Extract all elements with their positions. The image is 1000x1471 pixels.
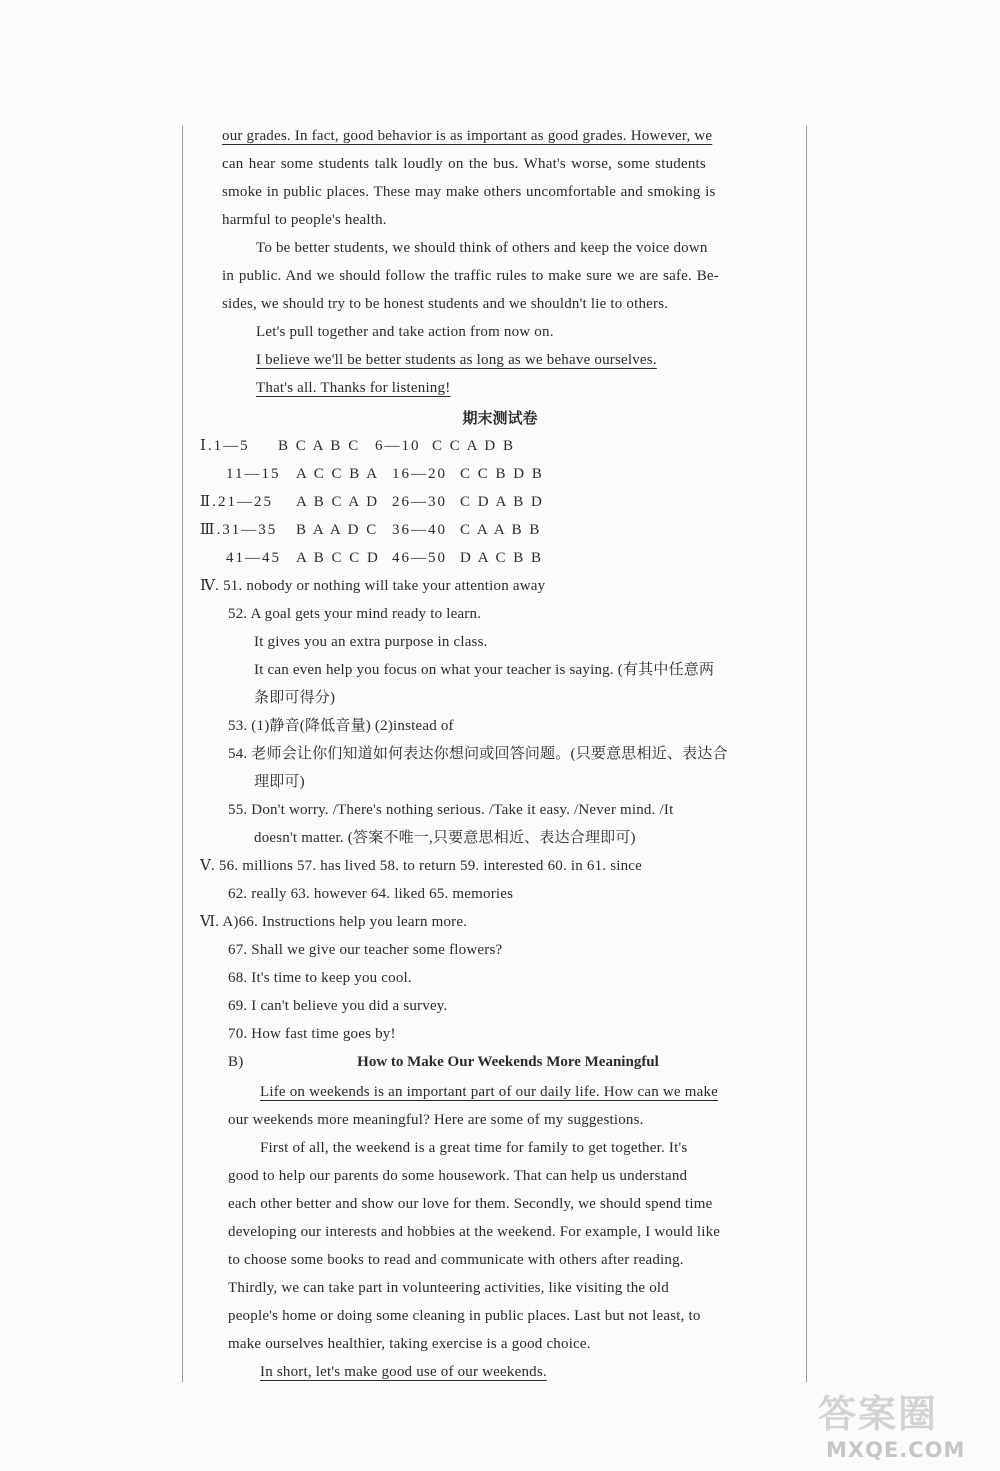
essay-line: First of all, the weekend is a great time for family to get together. It's bbox=[260, 1140, 688, 1156]
answer-letters: B A A D C bbox=[296, 522, 379, 538]
essay-line: make ourselves healthier, taking exercise is a good choice. bbox=[228, 1336, 591, 1352]
answer-line: 理即可) bbox=[254, 774, 305, 790]
answer-line: 68. It's time to keep you cool. bbox=[228, 970, 412, 986]
text-line: I believe we'll be better students as long as we behave ourselves. bbox=[256, 352, 657, 368]
answer-range: 41—45 bbox=[226, 550, 281, 566]
answer-line: 67. Shall we give our teacher some flowers? bbox=[228, 942, 503, 958]
answer-letters: C A A B B bbox=[460, 522, 542, 538]
answer-line: 62. really 63. however 64. liked 65. memories bbox=[228, 886, 514, 902]
essay-line: each other better and show our love for them. Secondly, we should spend time bbox=[228, 1196, 713, 1212]
text-line: smoke in public places. These may make others uncomfortable and smoking is bbox=[222, 184, 716, 200]
answer-range: 46—50 bbox=[392, 550, 447, 566]
answer-line: Ⅵ. A)66. Instructions help you learn more. bbox=[200, 914, 468, 930]
essay-line: to choose some books to read and communicate with others after reading. bbox=[228, 1252, 684, 1268]
answer-line: Ⅳ. 51. nobody or nothing will take your attention away bbox=[200, 578, 546, 594]
answer-letters: C D A B D bbox=[460, 494, 544, 510]
answer-line: 55. Don't worry. /There's nothing serious. /Take it easy. /Never mind. /It bbox=[228, 802, 674, 818]
answer-range: 11—15 bbox=[226, 466, 281, 482]
answer-letters: B C A B C bbox=[278, 438, 361, 454]
essay-label: B) bbox=[228, 1054, 244, 1070]
answer-line: 52. A goal gets your mind ready to learn. bbox=[228, 606, 482, 622]
answer-letters: C C B D B bbox=[460, 466, 544, 482]
answer-line: Ⅴ. 56. millions 57. has lived 58. to return 59. interested 60. in 61. since bbox=[200, 858, 643, 874]
answer-range: Ⅱ.21—25 bbox=[200, 494, 273, 510]
section-title: 期末测试卷 bbox=[462, 409, 538, 427]
answer-range: 26—30 bbox=[392, 494, 447, 510]
essay-line: developing our interests and hobbies at the weekend. For example, I would like bbox=[228, 1224, 721, 1240]
essay-line: good to help our parents do some housework. That can help us understand bbox=[228, 1168, 688, 1184]
essay-line: Thirdly, we can take part in volunteering activities, like visiting the old bbox=[228, 1280, 669, 1296]
watermark-logo: 答案圈 bbox=[818, 1392, 939, 1436]
answer-line: It can even help you focus on what your teacher is saying. (有其中任意两 bbox=[254, 662, 715, 678]
answer-letters: A B C A D bbox=[296, 494, 380, 510]
answer-line: doesn't matter. (答案不唯一,只要意思相近、表达合理即可) bbox=[254, 830, 636, 846]
answer-line: 70. How fast time goes by! bbox=[228, 1026, 396, 1042]
answer-line: 53. (1)静音(降低音量) (2)instead of bbox=[228, 718, 454, 734]
answer-line: It gives you an extra purpose in class. bbox=[254, 634, 488, 650]
text-line: Let's pull together and take action from now on. bbox=[256, 324, 554, 340]
answer-range: 16—20 bbox=[392, 466, 447, 482]
essay-line: people's home or doing some cleaning in public places. Last but not least, to bbox=[228, 1308, 701, 1324]
answer-letters: A C C B A bbox=[296, 466, 380, 482]
right-margin-rule bbox=[806, 126, 807, 1382]
essay-title: How to Make Our Weekends More Meaningful bbox=[357, 1054, 659, 1070]
answer-letters: D A C B B bbox=[460, 550, 544, 566]
answer-line: 条即可得分) bbox=[254, 690, 336, 706]
text-line: sides, we should try to be honest students and we shouldn't lie to others. bbox=[222, 296, 669, 312]
answer-letters: C C A D B bbox=[432, 438, 516, 454]
answer-range: Ⅲ.31—35 bbox=[200, 522, 278, 538]
essay-line: In short, let's make good use of our weekends. bbox=[260, 1364, 547, 1380]
answer-range: 36—40 bbox=[392, 522, 447, 538]
text-line: To be better students, we should think of others and keep the voice down bbox=[256, 240, 708, 256]
text-line: can hear some students talk loudly on the bus. What's worse, some students bbox=[222, 156, 706, 172]
text-line: in public. And we should follow the traffic rules to make sure we are safe. Be- bbox=[222, 268, 719, 284]
answer-line: 54. 老师会让你们知道如何表达你想问或回答问题。(只要意思相近、表达合 bbox=[228, 746, 728, 762]
answer-range: 6—10 bbox=[375, 438, 421, 454]
watermark-url: MXQE.COM bbox=[826, 1438, 966, 1462]
answer-line: 69. I can't believe you did a survey. bbox=[228, 998, 448, 1014]
answer-range: Ⅰ.1—5 bbox=[200, 438, 250, 454]
answer-letters: A B C C D bbox=[296, 550, 380, 566]
text-line: our grades. In fact, good behavior is as important as good grades. However, we bbox=[222, 128, 713, 144]
text-line: harmful to people's health. bbox=[222, 212, 387, 228]
text-line: That's all. Thanks for listening! bbox=[256, 380, 451, 396]
essay-line: Life on weekends is an important part of our daily life. How can we make bbox=[260, 1084, 719, 1100]
left-margin-rule bbox=[182, 126, 183, 1382]
essay-line: our weekends more meaningful? Here are some of my suggestions. bbox=[228, 1112, 644, 1128]
